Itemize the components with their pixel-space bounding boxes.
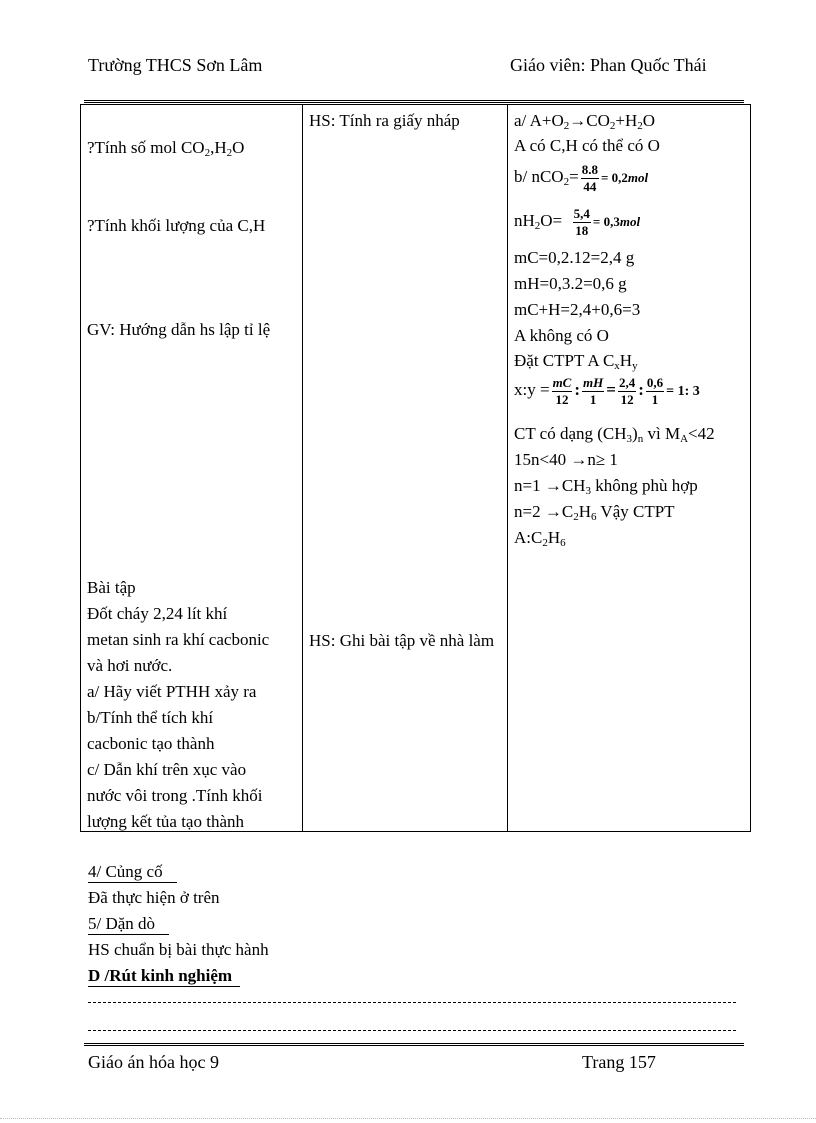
exercise-line-2: Đốt cháy 2,24 lít khí <box>87 604 228 623</box>
question-mass: ?Tính khối lượng của C,H <box>87 216 266 235</box>
lesson-table <box>80 104 751 832</box>
formula-form: CT có dạng $(CH_3)_n$ vì $M_A<42$ <box>514 424 715 445</box>
inequality: 15n<40 →n≥ 1 <box>514 450 618 469</box>
case-n1: $n=1 \to CH_3$ không phù hợp <box>514 476 698 497</box>
content-column <box>508 105 751 832</box>
hs-homework: HS: Ghi bài tập về nhà làm <box>309 631 495 650</box>
gv-instruction: GV: Hướng dẫn hs lập tỉ lệ <box>87 320 271 339</box>
header-teacher: Giáo viên: Phan Quốc Thái <box>510 55 707 75</box>
header-school: Trường THCS Sơn Lâm <box>88 55 263 75</box>
footer-title: Giáo án hóa học 9 <box>88 1052 219 1072</box>
exercise-line-6: b/Tính thể tích khí <box>87 708 214 727</box>
exercise-line-1: Bài tập <box>87 578 136 597</box>
footer-rule <box>84 1043 744 1046</box>
formula-setup: Đặt CTPT A $C_xH_y$ <box>514 351 638 372</box>
exercise-line-7: cacbonic tạo thành <box>87 734 215 753</box>
exercise-line-5: a/ Hãy viết PTHH xảy ra <box>87 682 257 701</box>
section-5-title: 5/ Dặn dò <box>88 914 169 935</box>
question-mol: ?Tính số mol $CO_2,H_2O$ <box>87 138 245 159</box>
header-rule <box>84 100 744 103</box>
section-4-text: Đã thực hiện ở trên <box>88 888 220 907</box>
exercise-line-3: metan sinh ra khí cacbonic <box>87 630 270 649</box>
section-4-title: 4/ Củng cố <box>88 862 177 883</box>
equation-combustion: a/ $A+O_2\to CO_2+H_2O$ <box>514 111 656 132</box>
exercise-line-10: lượng kết tủa tạo thành <box>87 812 245 831</box>
student-activity-column <box>303 105 508 832</box>
exercise-line-4: và hơi nước. <box>87 656 173 675</box>
page-edge <box>0 1118 816 1119</box>
ratio-xy: x:y = $\frac{mC}{12}$ : $\frac{mH}{1}$ = $\frac{2,4}{12}$ : $\frac{0,6}{1}$ = 1: 3 <box>514 374 700 407</box>
teacher-activity-column <box>81 105 303 832</box>
exercise-line-8: c/ Dẫn khí trên xục vào <box>87 760 247 779</box>
exercise-line-9: nước vôi trong .Tính khối <box>87 786 263 805</box>
section-5-text: HS chuẩn bị bài thực hành <box>88 940 269 959</box>
final-formula: $A:C_2H_6$ <box>514 528 566 549</box>
mol-h2o: $nH_2O=$ $\frac{5,4}{18}$ = 0,3mol <box>514 205 641 238</box>
no-oxygen: A không có O <box>514 326 609 345</box>
section-d-title: D /Rút kinh nghiệm <box>88 966 240 987</box>
footer-page: Trang 157 <box>582 1052 656 1072</box>
note-line-2 <box>88 1030 736 1031</box>
mass-ch: mC+H=2,4+0,6=3 <box>514 300 641 319</box>
case-n2: $n=2 \to C_2H_6$ Vậy CTPT <box>514 502 675 523</box>
mol-co2: b/ nCO$_2$= $\frac{8.8}{44}$ = 0,2mol <box>514 161 649 194</box>
composition-note: A có C,H có thể có O <box>514 136 660 155</box>
mass-c: mC=0,2.12=2,4 g <box>514 248 635 267</box>
mass-h: mH=0,3.2=0,6 g <box>514 274 627 293</box>
note-line-1 <box>88 1002 736 1003</box>
hs-draft: HS: Tính ra giấy nháp <box>309 111 460 130</box>
